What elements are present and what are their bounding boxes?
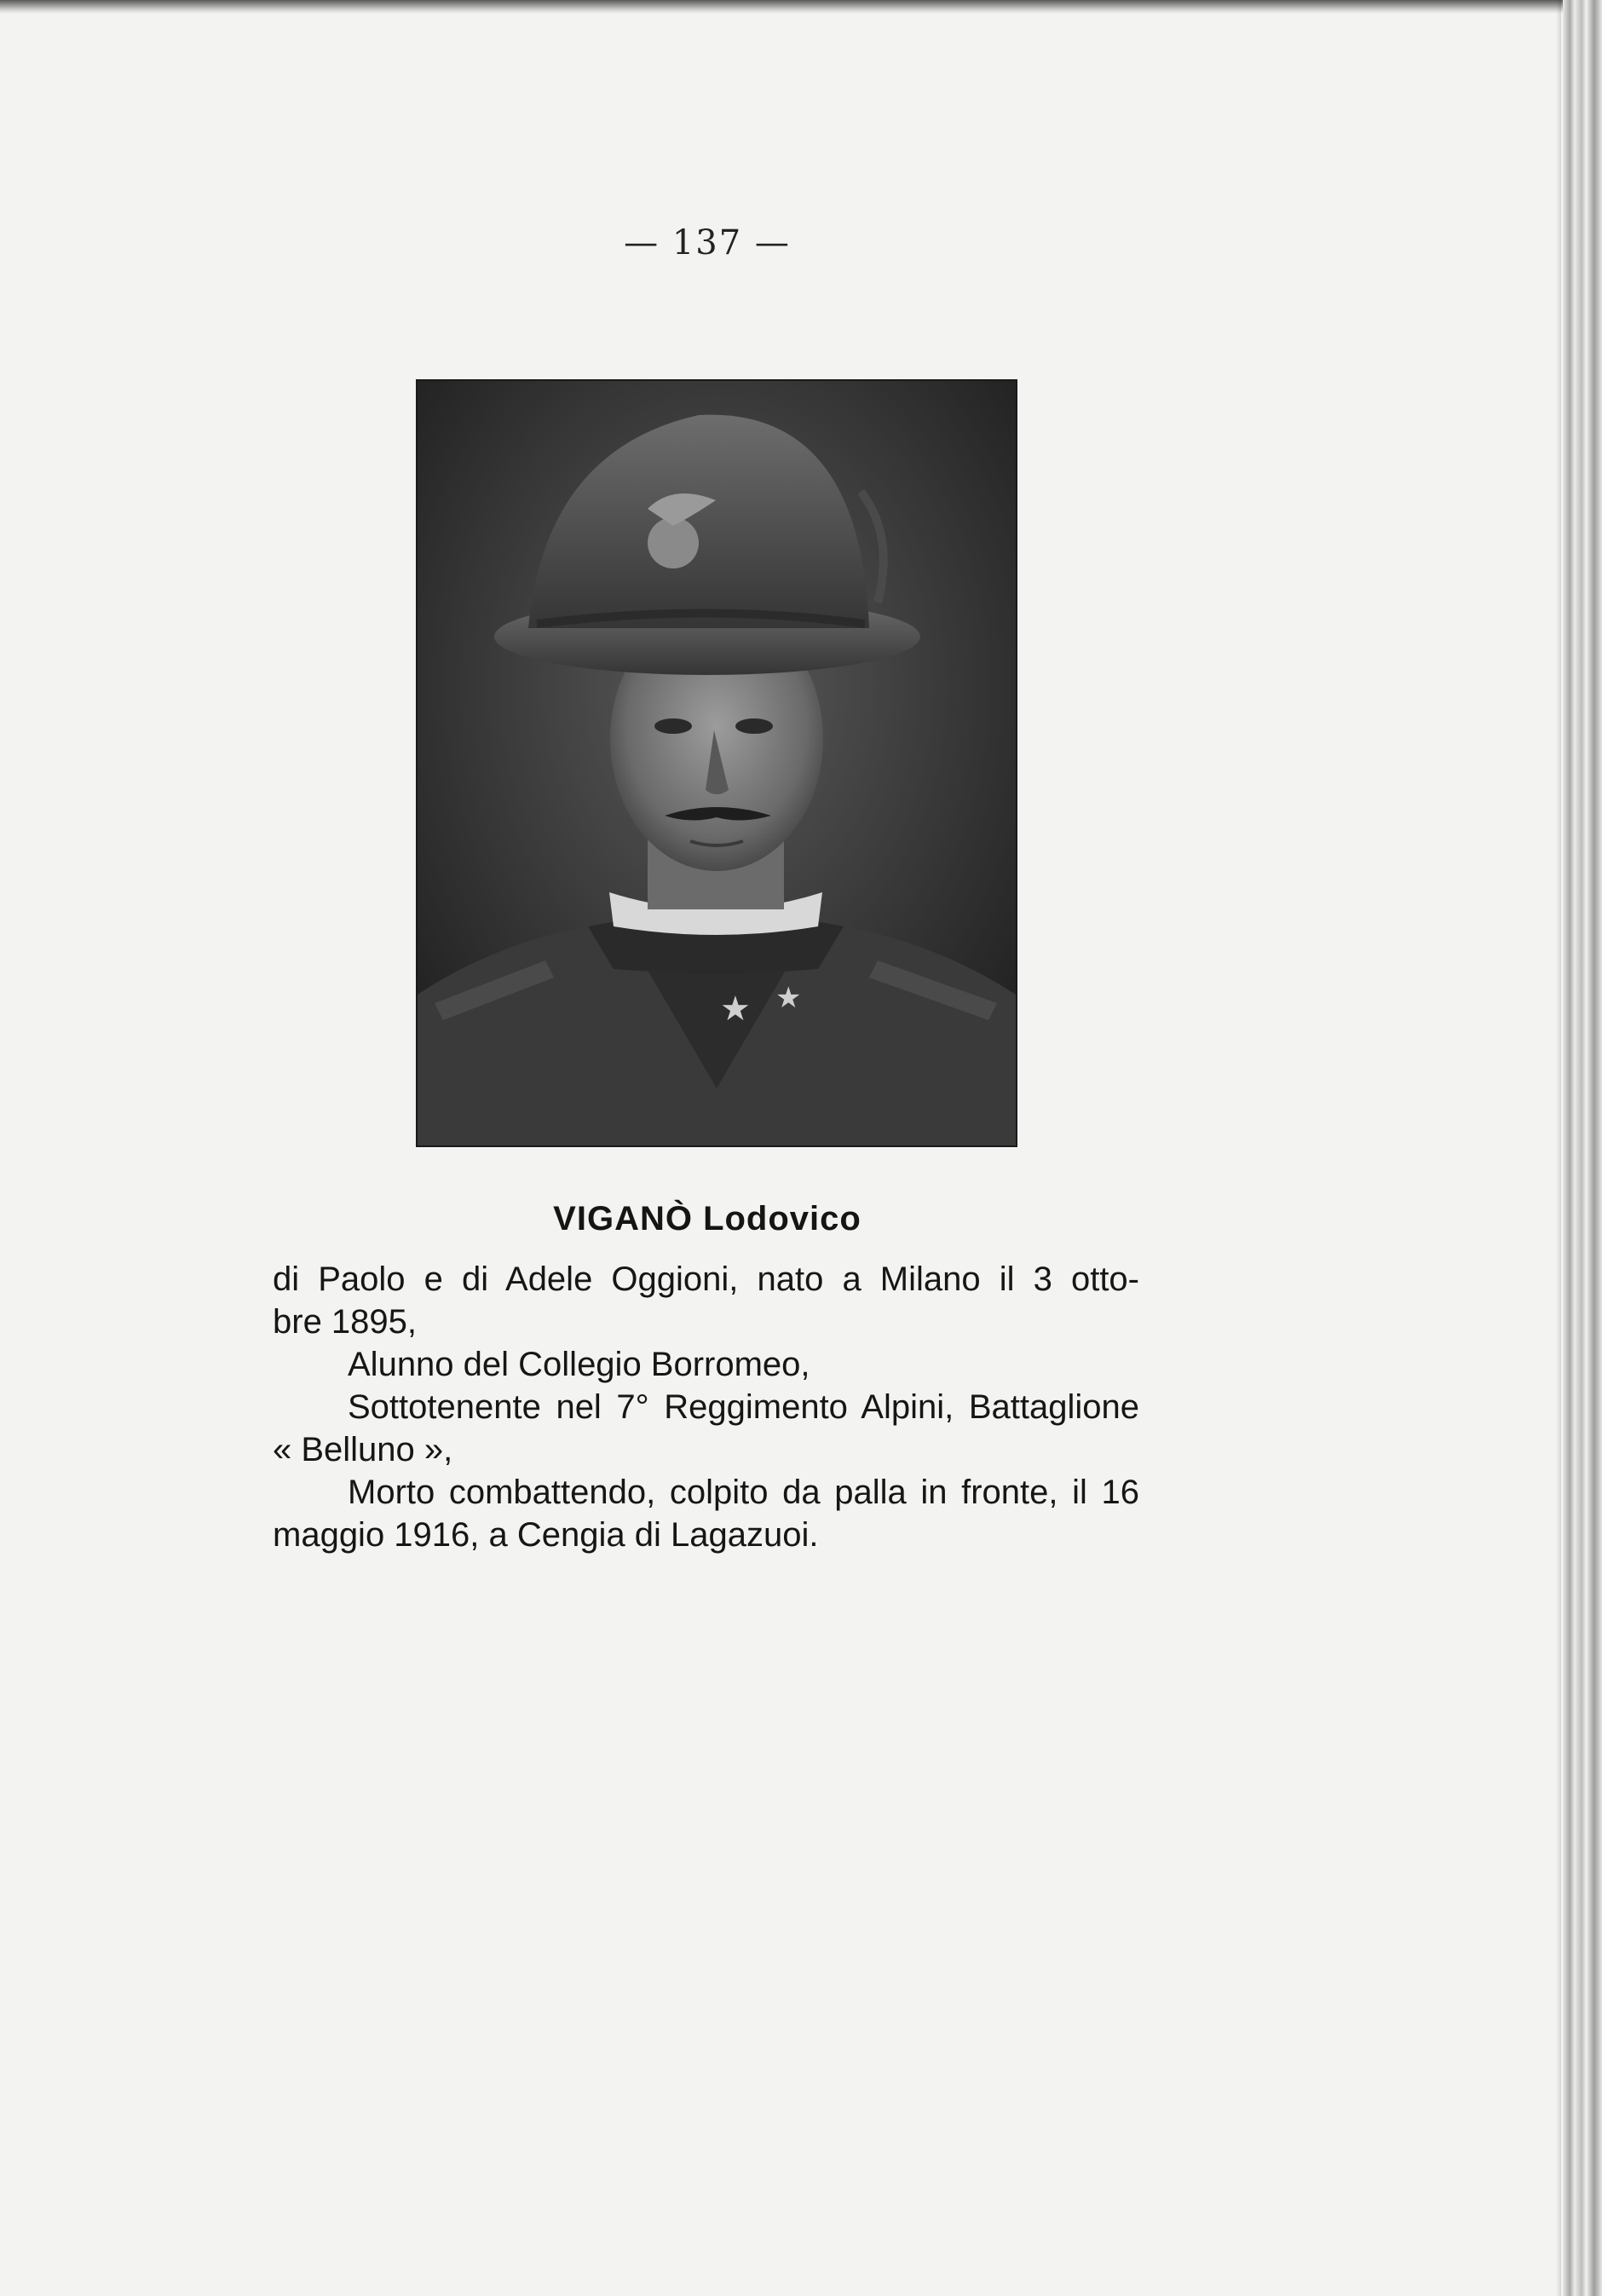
bio-paragraph-school bbox=[273, 1343, 1139, 1386]
bio-paragraph-rank-cont bbox=[273, 1428, 1139, 1471]
biography-text bbox=[273, 1258, 1139, 1556]
bio-paragraph-death-cont bbox=[273, 1514, 1139, 1556]
bio-line: Sottotenente nel 7° Reggimento Alpini, Battaglione bbox=[348, 1388, 1139, 1426]
bio-line: bre 1895, bbox=[273, 1303, 418, 1341]
page-top-shadow bbox=[0, 0, 1602, 14]
bio-line: « Belluno », bbox=[273, 1431, 453, 1468]
bio-line: Alunno del Collegio Borromeo, bbox=[348, 1346, 810, 1383]
bio-paragraph-rank bbox=[273, 1386, 1139, 1428]
page-number: — 137 — bbox=[624, 223, 791, 262]
svg-text:★: ★ bbox=[775, 981, 802, 1015]
bio-paragraph-death bbox=[273, 1471, 1139, 1514]
portrait-photo bbox=[418, 381, 1016, 1145]
person-name-heading: VIGANÒ Lodovico bbox=[553, 1200, 862, 1237]
book-page-edges bbox=[1563, 0, 1602, 2296]
bio-paragraph-birth bbox=[273, 1258, 1139, 1343]
bio-line: di Paolo e di Adele Oggioni, nato a Milano il 3 otto- bbox=[273, 1260, 1139, 1298]
bio-line: maggio 1916, a Cengia di Lagazuoi. bbox=[273, 1516, 819, 1554]
svg-text:★: ★ bbox=[720, 989, 751, 1029]
bio-line: Morto combattendo, colpito da palla in fronte, il 16 bbox=[348, 1474, 1139, 1511]
